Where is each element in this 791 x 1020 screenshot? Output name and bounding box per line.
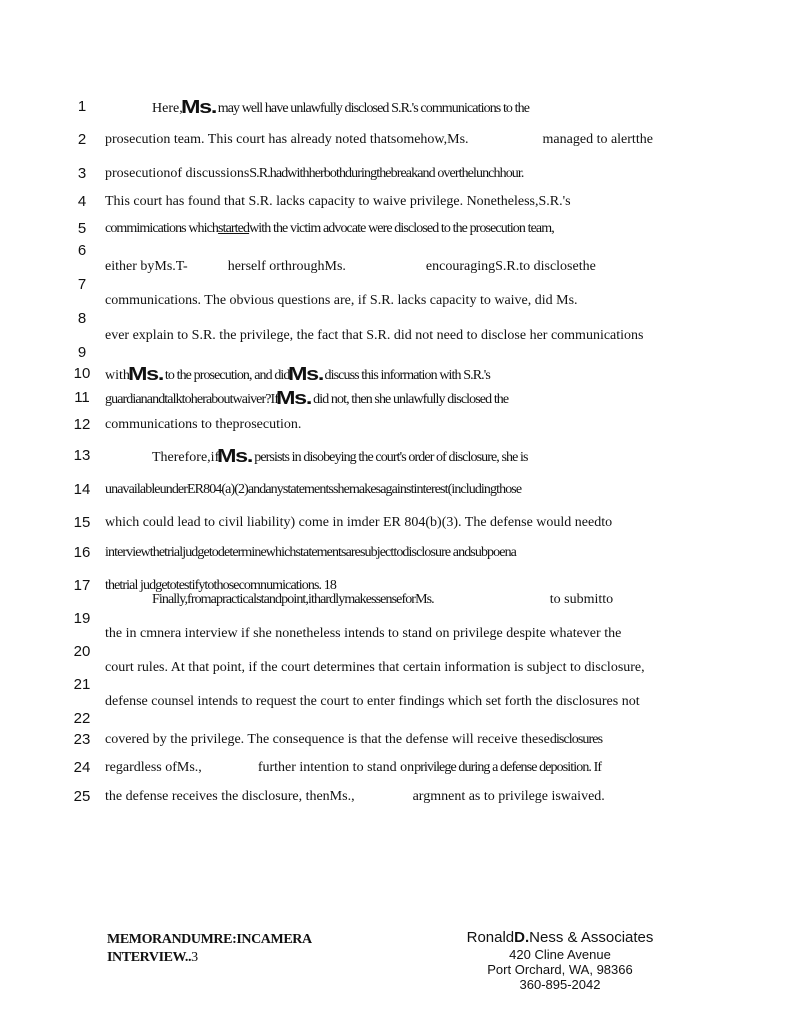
redaction-mark: Ms. [180, 97, 216, 117]
text-line-11: guardianandtalktoheraboutwaiver?IfMs. did not, then she unlawfully disclosed the [105, 388, 509, 408]
line-number: 17 [73, 577, 91, 594]
line-number: 24 [73, 759, 91, 776]
line-number: 2 [77, 131, 87, 148]
line-number: 1 [77, 98, 87, 115]
text-line-16: interviewthetrialjudgetodeterminewhichstatementsaresubjecttodisclosure andsubpoena [105, 545, 516, 560]
text-line-1: Here,Ms. may well have unlawfully disclosed S.R.'s communications to the [152, 97, 530, 117]
line-number: 7 [77, 276, 87, 293]
line-number: 12 [73, 416, 91, 433]
line-number: 11 [74, 389, 90, 406]
text-line-8: ever explain to S.R. the privilege, the fact that S.R. did not need to disclose her communications [105, 328, 644, 343]
text-line-14: unavailableunderER804(a)(2)andanystatementsshemakesagainstinterest(includingthose [105, 482, 522, 497]
redaction-mark: Ms. [276, 388, 312, 408]
text-line-6: either byMs.T- herself orthroughMs. encouragingS.R.to disclosethe [105, 259, 596, 274]
line-number: 6 [77, 242, 87, 259]
line-number: 14 [73, 481, 91, 498]
line-number: 8 [77, 310, 87, 327]
text-line-18: Finally,fromapracticalstandpoint,ithardlymakessenseforMs. to submitto [152, 592, 614, 607]
line-number: 23 [73, 731, 91, 748]
redaction-mark: Ms. [217, 446, 253, 466]
text-line-4: This court has found that S.R. lacks capacity to waive privilege. Nonetheless,S.R.'s [105, 194, 571, 209]
line-number: 5 [77, 220, 87, 237]
firm-address-line2: Port Orchard, WA, 98366 [487, 962, 633, 977]
redaction-mark: Ms. [287, 364, 323, 384]
text-line-21: defense counsel intends to request the court to enter findings which set forth the disclosures not [105, 694, 640, 709]
text-line-23: covered by the privilege. The consequence is that the defense will receive thesedisclosures [105, 732, 603, 747]
line-number: 21 [73, 676, 91, 693]
text-line-2: prosecution team. This court has already noted thatsomehow,Ms. managed to alertthe [105, 132, 653, 147]
underlined-word: started [218, 221, 250, 236]
text-line-20: court rules. At that point, if the court determines that certain information is subject to disclosure, [105, 660, 645, 675]
text-line-24: regardless ofMs., further intention to stand onprivilege during a defense deposition. If [105, 760, 602, 775]
firm-name: RonaldD.Ness & Associates [466, 929, 654, 946]
text-line-10: withMs. to the prosecution, and didMs. discuss this information with S.R.'s [105, 364, 490, 384]
text-line-12: communications to theprosecution. [105, 417, 302, 432]
text-line-5: commimications whichstartedwith the victim advocate were disclosed to the prosecution team, [105, 221, 554, 236]
line-number: 19 [73, 610, 91, 627]
line-number: 20 [73, 643, 91, 660]
line-number: 16 [73, 544, 91, 561]
line-number: 15 [73, 514, 91, 531]
line-number: 4 [77, 193, 87, 210]
line-number: 9 [77, 344, 87, 361]
text-line-19: the in cmnera interview if she nonetheless intends to stand on privilege despite whatever the [105, 626, 622, 641]
text-line-3: prosecutionof discussionsS.R.hadwithherbothduringthebreakand overthelunchhour. [105, 166, 524, 181]
firm-block [455, 929, 665, 992]
text-line-25: the defense receives the disclosure, thenMs., argmnent as to privilege iswaived. [105, 789, 605, 804]
memo-title: MEMORANDUMRE:INCAMERA [107, 932, 312, 947]
text-line-15: which could lead to civil liability) come in imder ER 804(b)(3). The defense would needto [105, 515, 613, 530]
line-number: 10 [73, 365, 91, 382]
redaction-mark: Ms. [127, 364, 163, 384]
text-line-7: communications. The obvious questions are, if S.R. lacks capacity to waive, did Ms. [105, 293, 578, 308]
memo-subtitle: INTERVIEW..3 [107, 950, 198, 965]
page-number: 3 [191, 950, 198, 965]
memo-footer [107, 931, 347, 967]
line-number: 3 [77, 165, 87, 182]
line-number: 13 [73, 447, 91, 464]
text-line-13: Therefore,ifMs. persists in disobeying the court's order of disclosure, she is [152, 446, 528, 466]
text-line-17: thetrial judgetotestifytothosecomnumications. 18 [105, 578, 336, 593]
firm-phone: 360-895-2042 [519, 977, 601, 992]
line-number: 22 [73, 710, 91, 727]
line-number: 25 [73, 788, 91, 805]
firm-address-line1: 420 Cline Avenue [509, 947, 611, 962]
